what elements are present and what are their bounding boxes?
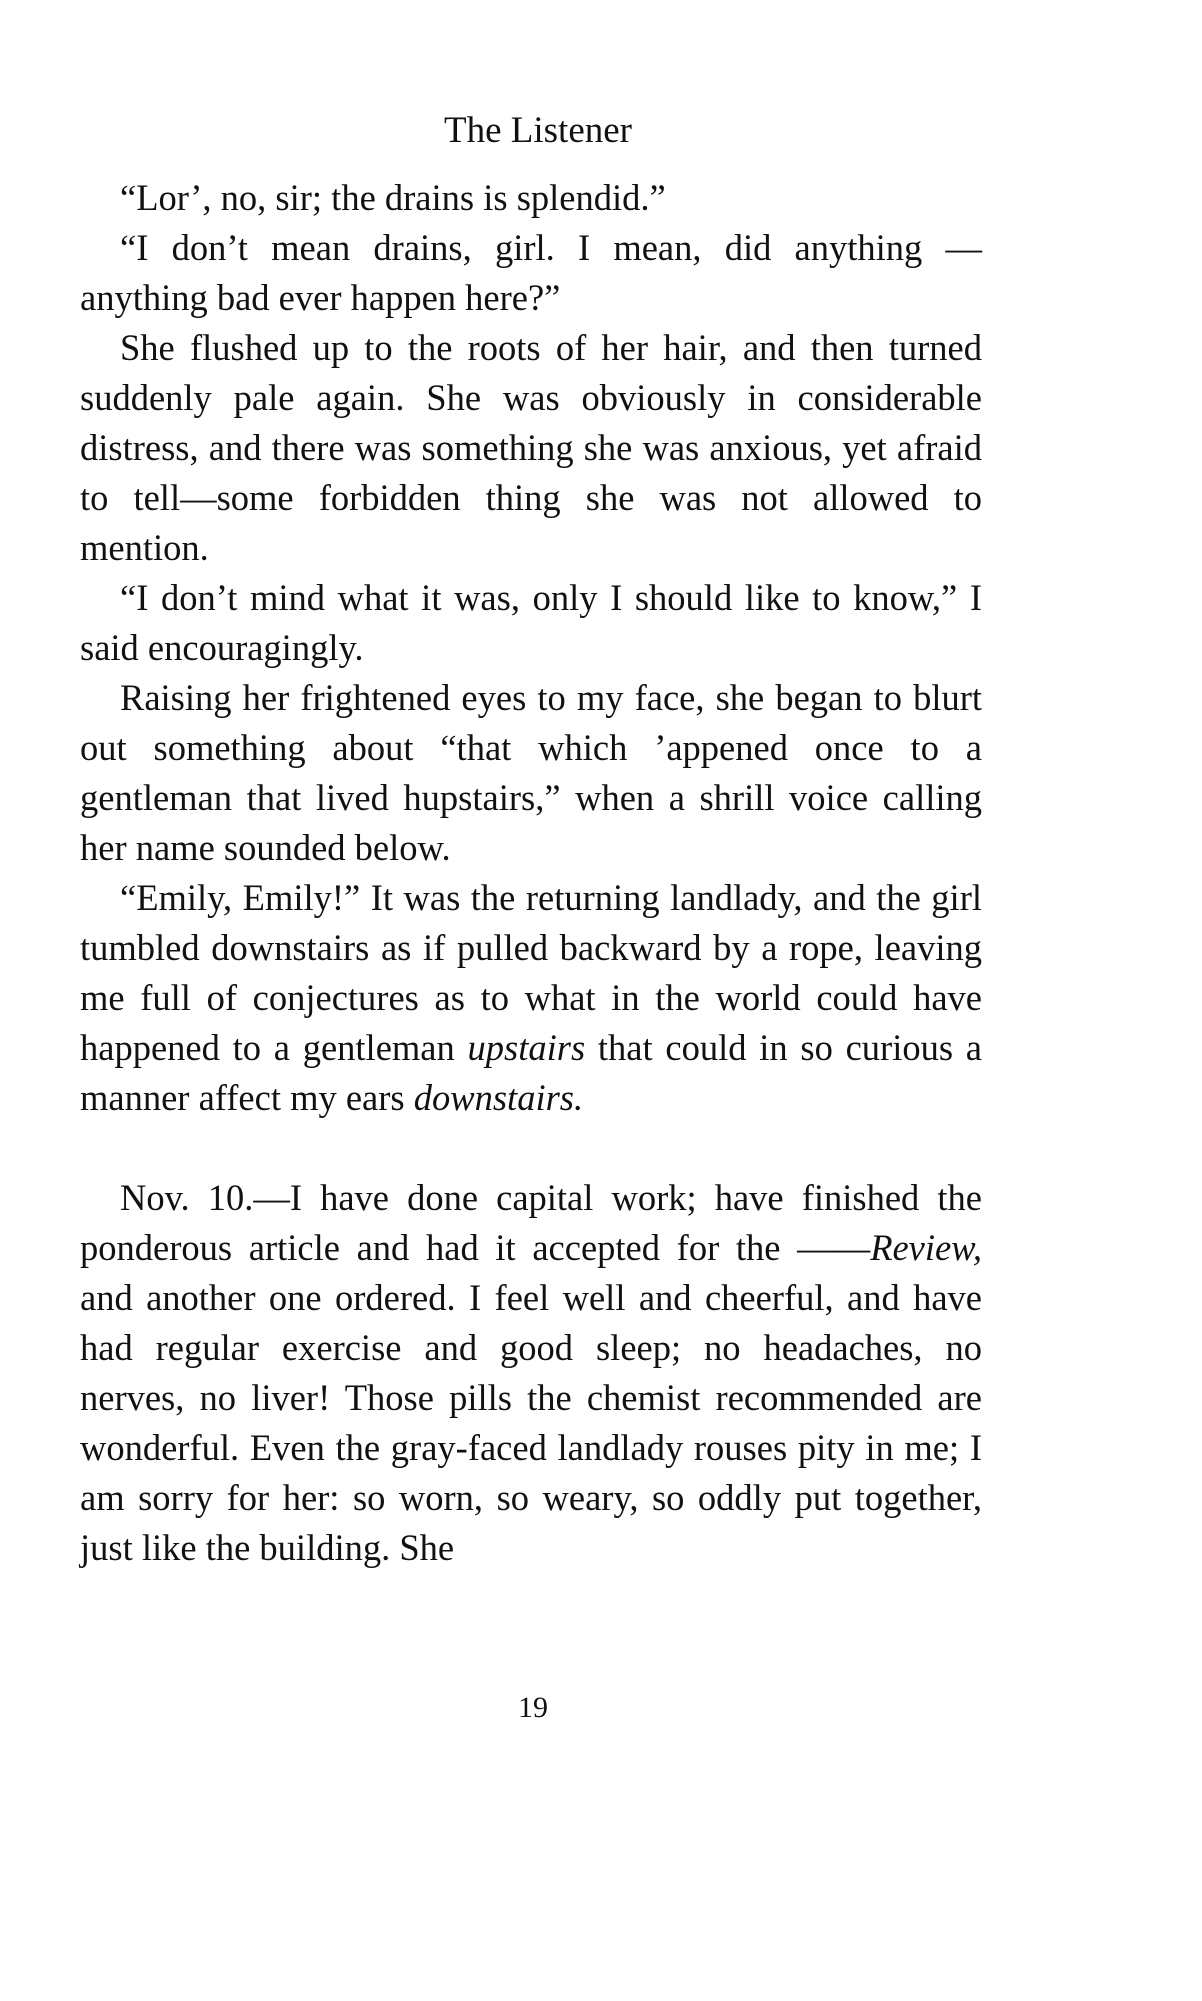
running-title: The Listener <box>444 110 632 151</box>
italic-review: Review, <box>870 1227 982 1268</box>
italic-upstairs: upstairs <box>467 1027 586 1068</box>
paragraph-5: Raising her frightened eyes to my face, she began to blurt out something about “that which ’appened once to a gentleman that lived hupstairs,” when a shrill voice calling her name sounded below. <box>80 677 982 868</box>
paragraph-7-part-a: Nov. 10.—I have done capital work; have finished the ponderous article and had it accepted for the —— <box>80 1177 982 1268</box>
paragraph-6-part-a: “Emily, Emily!” It was the returning landlady, and the girl tumbled downstairs as if pulled backward by a rope, leaving me full of conjectures as to what in the world could have happened to a gentleman <box>80 877 982 1068</box>
paragraph-7-part-b: and another one ordered. I feel well and cheerful, and have had regular exercise and good sleep; no headaches, no nerves, no liver! Those pills the chemist recommended are wonderful. Even the gray-faced landlady rouses pity in me; I am sorry for her: so worn, so weary, so oddly put together, just like the building. She <box>80 1277 982 1568</box>
paragraph-3: She flushed up to the roots of her hair, and then turned suddenly pale again. She was obviously in considerable distress, and there was something she was anxious, yet afraid to tell—some forbidden thing she was not allowed to mention. <box>80 327 982 568</box>
paragraph-1: “Lor’, no, sir; the drains is splendid.” <box>120 177 666 218</box>
paragraph-6-part-b: that could in so curious a manner affect my ears <box>80 1027 983 1118</box>
paragraph-4: “I don’t mind what it was, only I should like to know,” I said encouragingly. <box>80 577 982 668</box>
italic-downstairs: downstairs. <box>413 1077 584 1118</box>
paragraph-2: “I don’t mean drains, girl. I mean, did anything —anything bad ever happen here?” <box>80 227 982 318</box>
section-break <box>80 1123 982 1173</box>
page-number: 19 <box>518 1691 548 1724</box>
paragraph-6 <box>80 873 982 1123</box>
body-text <box>80 173 982 1573</box>
paragraph-7 <box>80 1173 982 1573</box>
